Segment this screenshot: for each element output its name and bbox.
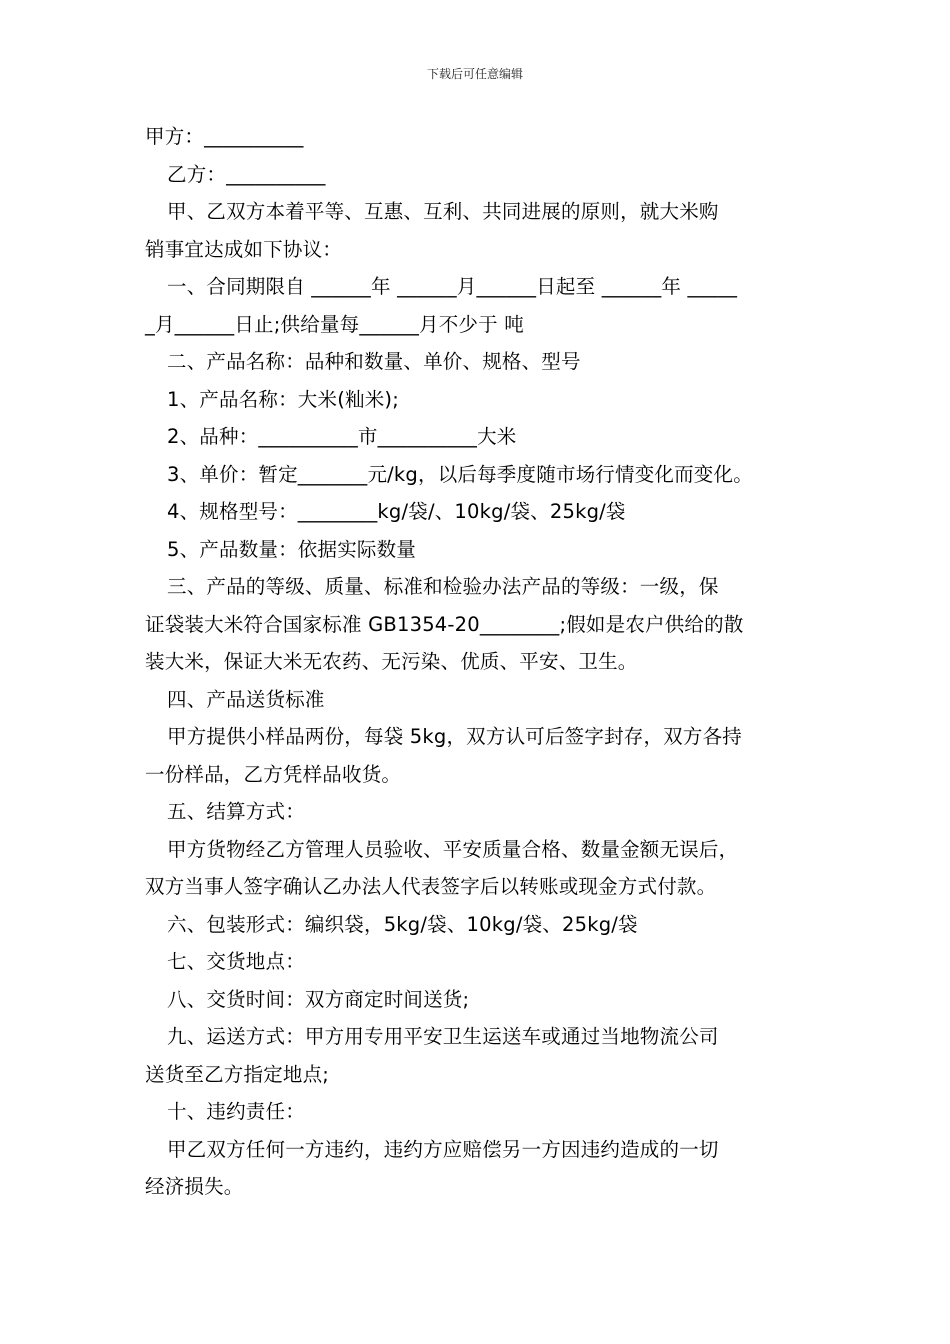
quality-clause-line-1: 三、产品的等级、质量、标准和检验办法产品的等级：一级，保 — [167, 575, 719, 598]
party-b-line: 乙方：__________ — [167, 162, 326, 186]
settlement-heading: 五、结算方式： — [167, 800, 305, 823]
liability-heading: 十、违约责任： — [167, 1100, 305, 1123]
delivery-location-clause: 七、交货地点： — [167, 950, 305, 973]
transport-clause-line-1: 九、运送方式：甲方用专用平安卫生运送车或通过当地物流公司 — [167, 1025, 719, 1048]
term-clause-line-1: 一、合同期限自 ______年 ______月______日起至 ______年 _____ — [167, 275, 738, 298]
settlement-clause-line-1: 甲方货物经乙方管理人员验收、平安质量合格、数量金额无误后， — [167, 837, 739, 861]
delivery-standard-heading: 四、产品送货标准 — [167, 687, 325, 711]
liability-clause-line-1: 甲乙双方任何一方违约，违约方应赔偿另一方因违约造成的一切 — [167, 1137, 719, 1161]
transport-clause-line-2: 送货至乙方指定地点; — [145, 1062, 330, 1086]
product-clause-heading: 二、产品名称：品种和数量、单价、规格、型号 — [167, 350, 581, 373]
unit-price-item: 3、单价：暂定_______元/kg，以后每季度随市场行情变化而变化。 — [167, 462, 753, 486]
page-header: 下载后可任意编辑 — [426, 67, 523, 81]
term-clause-line-2: _月______日止;供给量每______月不少于 吨 — [145, 312, 524, 336]
sample-clause-line-2: 一份样品，乙方凭样品收货。 — [145, 762, 402, 786]
liability-clause-line-2: 经济损失。 — [145, 1175, 244, 1198]
preamble-line-1: 甲、乙双方本着平等、互惠、互利、共同进展的原则，就大米购 — [167, 200, 719, 223]
quantity-item: 5、产品数量：依据实际数量 — [167, 537, 417, 561]
quality-clause-line-3: 装大米，保证大米无农药、无污染、优质、平安、卫生。 — [145, 650, 638, 673]
quality-clause-line-2: 证袋装大米符合国家标准 GB1354-20________;假如是农户供给的散 — [145, 612, 744, 636]
packaging-clause: 六、包装形式：编织袋，5kg/袋、10kg/袋、25kg/袋 — [167, 912, 638, 936]
preamble-line-2: 销事宜达成如下协议： — [145, 237, 343, 261]
contract-body — [145, 118, 825, 1206]
settlement-clause-line-2: 双方当事人签字确认乙办法人代表签字后以转账或现金方式付款。 — [145, 875, 717, 898]
delivery-time-clause: 八、交货时间：双方商定时间送货; — [167, 987, 470, 1011]
product-variety-item: 2、品种：__________市__________大米 — [167, 425, 517, 448]
specification-item: 4、规格型号：________kg/袋/、10kg/袋、25kg/袋 — [167, 500, 626, 523]
party-a-line: 甲方：__________ — [145, 125, 304, 148]
product-name-item: 1、产品名称：大米(籼米); — [167, 387, 399, 411]
sample-clause-line-1: 甲方提供小样品两份，每袋 5kg，双方认可后签字封存，双方各持 — [167, 725, 742, 748]
